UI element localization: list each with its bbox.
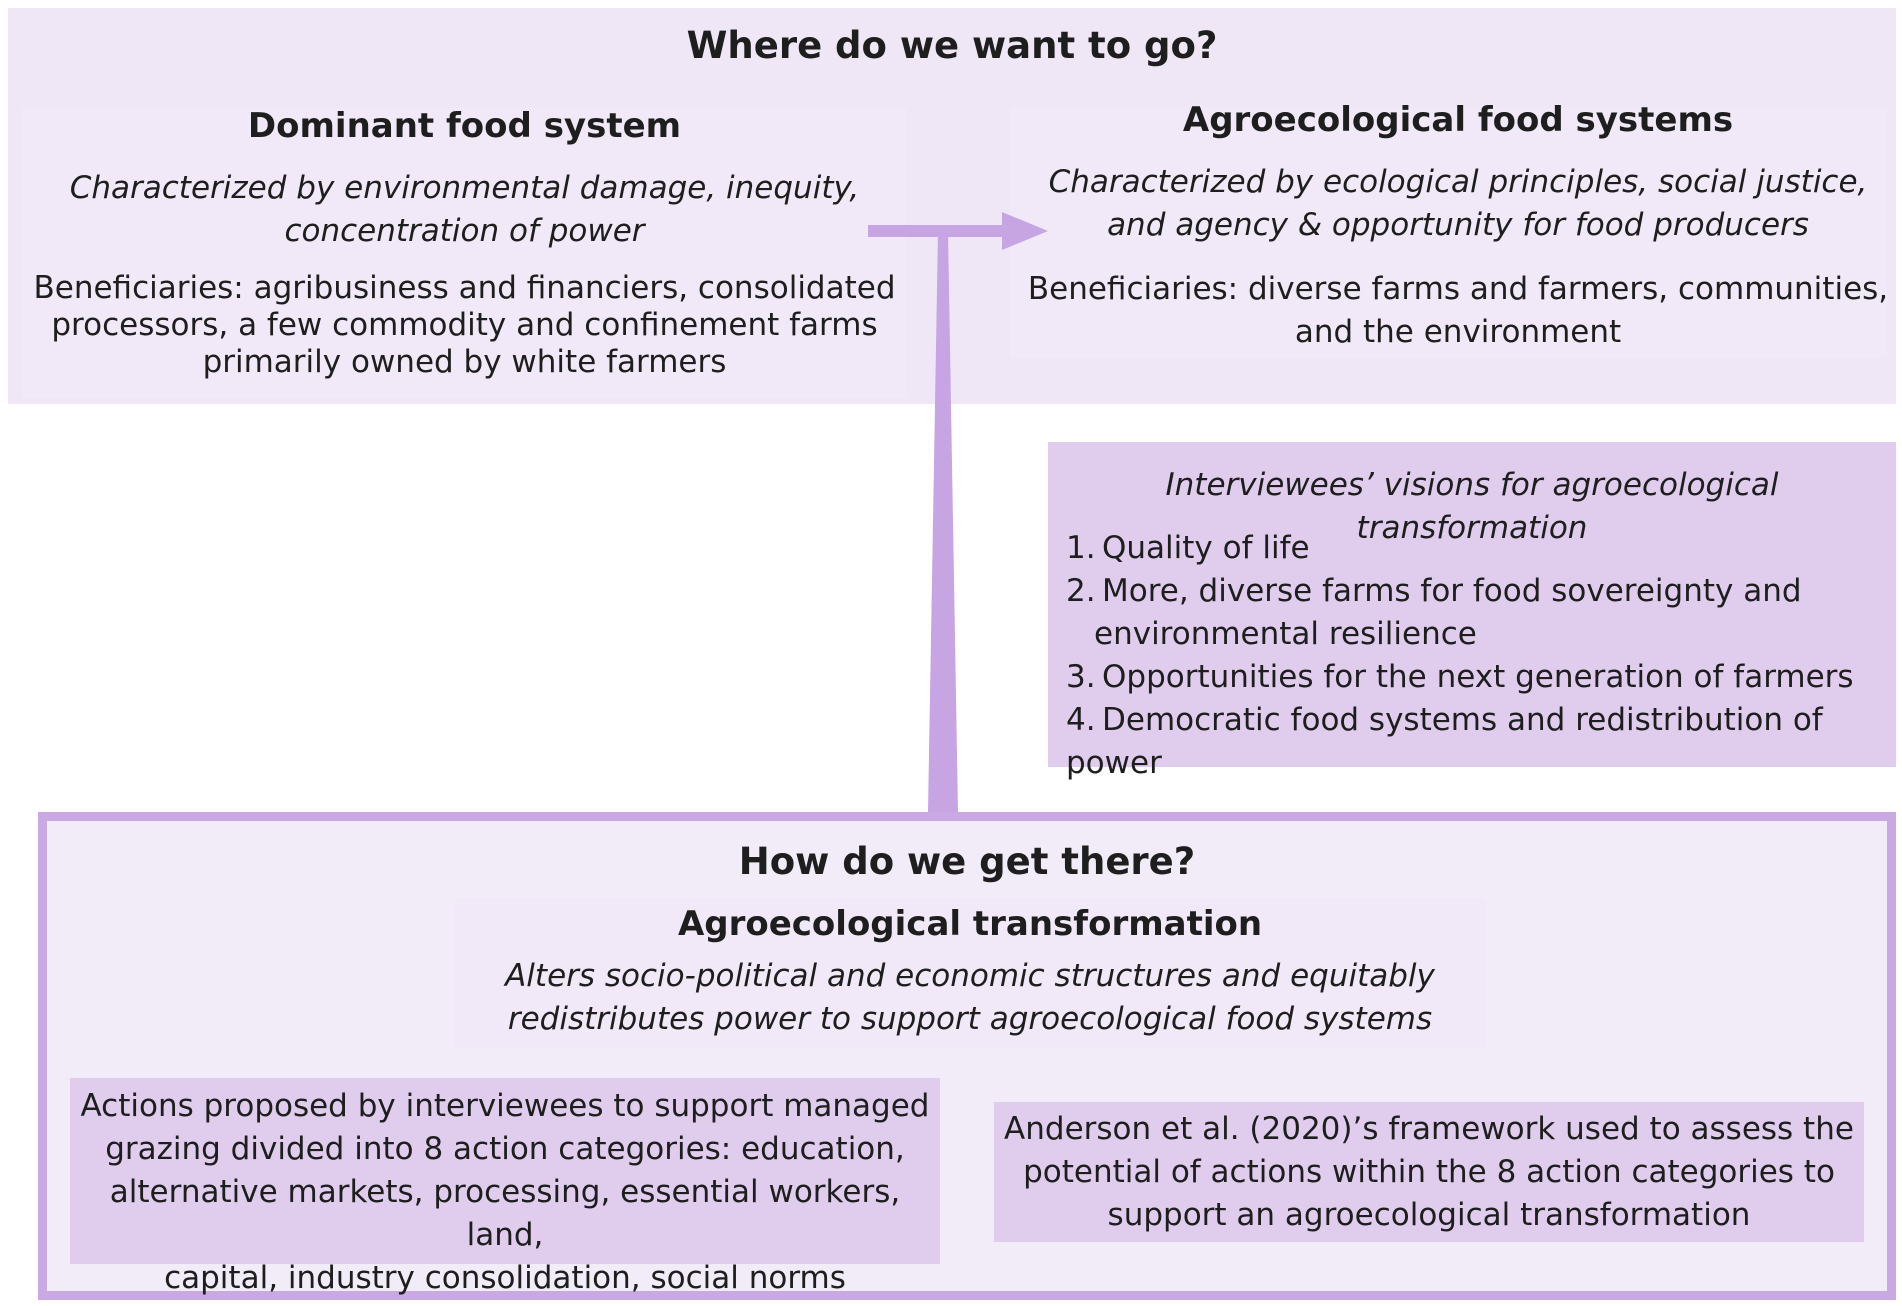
- bottom-title: How do we get there?: [738, 840, 1196, 883]
- connector-arrowhead: [1002, 212, 1048, 250]
- dominant-characterized-line1: Characterized by environmental damage, inequity,: [69, 170, 860, 206]
- connector-stem: [928, 230, 958, 812]
- transformation-line1: Alters socio-political and economic structures and equitably: [505, 958, 1435, 994]
- dominant-beneficiaries-line2: processors, a few commodity and confinement farms: [51, 307, 878, 343]
- actions-line2: grazing divided into 8 action categories: education,: [105, 1131, 905, 1167]
- transformation-line2: redistributes power to support agroecological food systems: [507, 1001, 1433, 1037]
- visions-title: Interviewees’ visions for agroecological transformation: [1165, 467, 1779, 546]
- visions-item-2-cont: environmental resilience: [1094, 616, 1477, 652]
- actions-line1: Actions proposed by interviewees to support managed: [80, 1088, 930, 1124]
- visions-item-4: 4. Democratic food systems and redistribution of power: [1066, 702, 1823, 781]
- visions-item-3: 3. Opportunities for the next generation of farmers: [1066, 659, 1854, 695]
- agroecological-characterized-line2: and agency & opportunity for food producers: [1107, 207, 1809, 243]
- anderson-line1: Anderson et al. (2020)’s framework used to assess the: [1004, 1111, 1854, 1147]
- anderson-text: [994, 1108, 1864, 1237]
- anderson-line2: potential of actions within the 8 action categories to: [1023, 1154, 1835, 1190]
- actions-line4: capital, industry consolidation, social norms: [164, 1260, 846, 1296]
- agroecological-beneficiaries-line2: and the environment: [1294, 314, 1622, 350]
- dominant-beneficiaries-line3: primarily owned by white farmers: [202, 344, 727, 380]
- dominant-beneficiaries-line1: Beneficiaries: agribusiness and financiers, consolidated: [33, 270, 896, 306]
- connector-bar: [868, 225, 1006, 237]
- agroecological-heading: Agroecological food systems: [1182, 100, 1734, 140]
- top-title: Where do we want to go?: [686, 24, 1218, 67]
- actions-text: [70, 1085, 940, 1300]
- agroecological-beneficiaries-line1: Beneficiaries: diverse farms and farmers, communities,: [1027, 271, 1889, 307]
- agroecological-characterized-line1: Characterized by ecological principles, social justice,: [1048, 164, 1868, 200]
- dominant-heading: Dominant food system: [247, 106, 682, 146]
- dominant-characterized-line2: concentration of power: [284, 213, 645, 249]
- visions-item-2: 2. More, diverse farms for food sovereignty and: [1066, 573, 1802, 609]
- transformation-text: [455, 955, 1485, 1041]
- actions-line3: alternative markets, processing, essential workers, land,: [109, 1174, 901, 1253]
- anderson-line3: support an agroecological transformation: [1107, 1197, 1751, 1233]
- transformation-heading: Agroecological transformation: [677, 904, 1263, 944]
- visions-item-1: 1. Quality of life: [1066, 530, 1310, 566]
